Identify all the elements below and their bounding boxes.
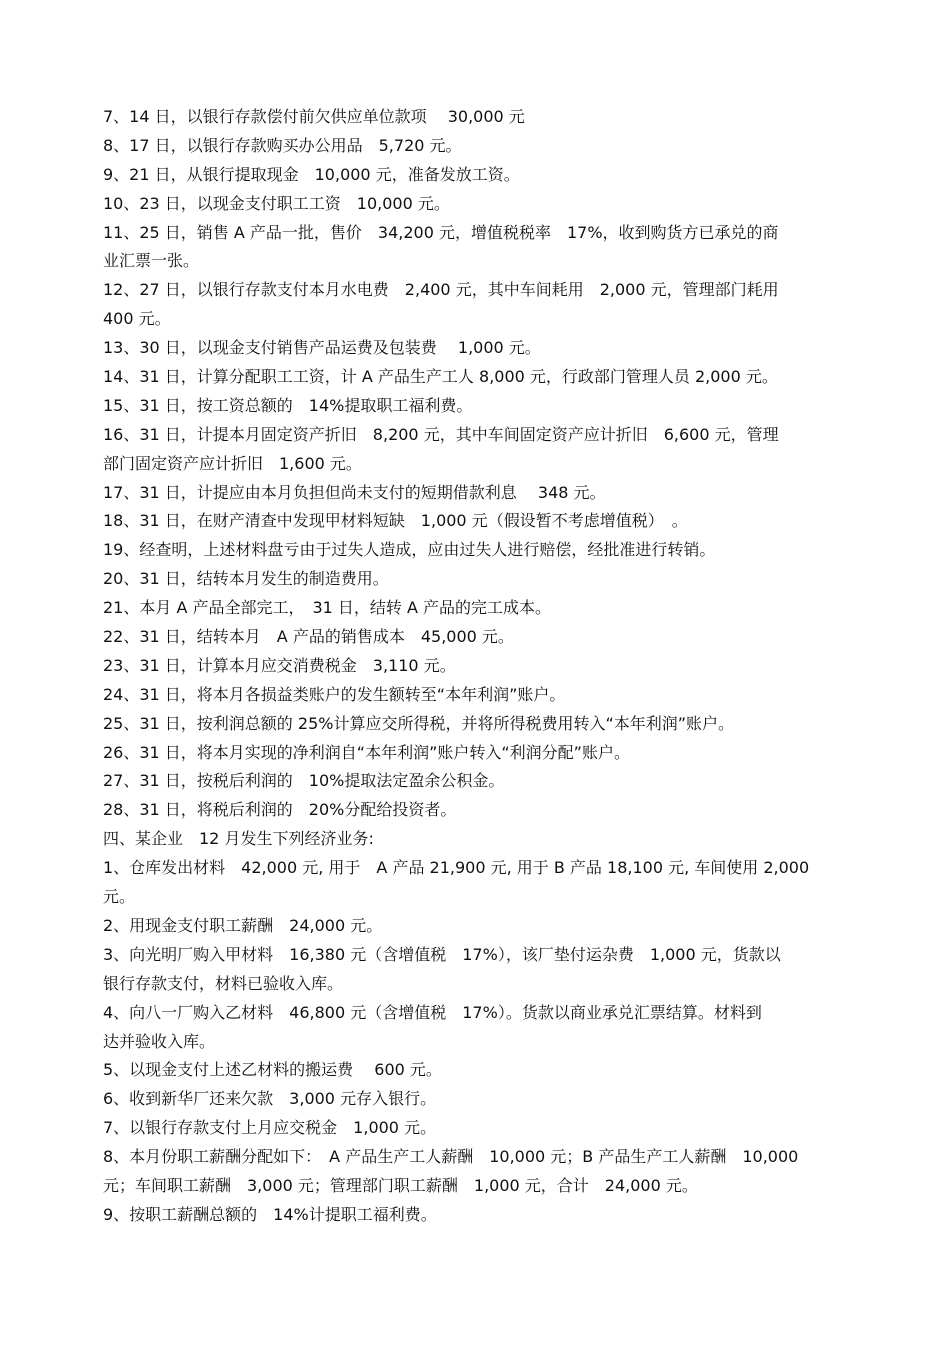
text-line: 部门固定资产应计折旧 1,600 元。: [103, 453, 362, 473]
text-line: 19、经查明，上述材料盘亏由于过失人造成，应由过失人进行赔偿，经批准进行转销。: [103, 540, 716, 560]
text-line: 1、仓库发出材料 42,000 元, 用于 A 产品 21,900 元, 用于 B 产品 18,100 元, 车间使用 2,000: [103, 858, 810, 878]
text-line: 21、本月 A 产品全部完工， 31 日，结转 A 产品的完工成本。: [103, 598, 552, 618]
text-line: 28、31 日，将税后利润的 20%分配给投资者。: [103, 800, 457, 820]
text-line: 4、向八一厂购入乙材料 46,800 元（含增值税 17%）。货款以商业承兑汇票结算。材料到: [103, 1002, 762, 1022]
text-line: 3、向光明厂购入甲材料 16,380 元（含增值税 17%），该厂垫付运杂费 1,000 元，货款以: [103, 944, 781, 964]
text-line: 6、收到新华厂还来欠款 3,000 元存入银行。: [103, 1089, 437, 1109]
text-line: 16、31 日，计提本月固定资产折旧 8,200 元，其中车间固定资产应计折旧 6,600 元，管理: [103, 424, 779, 444]
text-line: 24、31 日，将本月各损益类账户的发生额转至“本年利润”账户。: [103, 684, 566, 704]
text-line: 10、23 日，以现金支付职工工资 10,000 元。: [103, 193, 450, 213]
text-line: 11、25 日，销售 A 产品一批，售价 34,200 元，增值税税率 17%，收到购货方已承兑的商: [103, 222, 779, 242]
text-line: 14、31 日，计算分配职工工资，计 A 产品生产工人 8,000 元，行政部门管理人员 2,000 元。: [103, 367, 778, 387]
text-line: 22、31 日，结转本月 A 产品的销售成本 45,000 元。: [103, 627, 514, 647]
text-line: 15、31 日，按工资总额的 14%提取职工福利费。: [103, 395, 473, 415]
text-line: 元。: [103, 887, 136, 907]
text-line: 8、17 日，以银行存款购买办公用品 5,720 元。: [103, 135, 462, 155]
document-body: [103, 103, 851, 1230]
text-line: 18、31 日，在财产清查中发现甲材料短缺 1,000 元（假设暂不考虑增值税） 。: [103, 511, 688, 531]
text-line: 27、31 日，按税后利润的 10%提取法定盈余公积金。: [103, 771, 505, 791]
text-line: 元；车间职工薪酬 3,000 元；管理部门职工薪酬 1,000 元，合计 24,000 元。: [103, 1175, 698, 1195]
text-line: 5、以现金支付上述乙材料的搬运费 600 元。: [103, 1060, 442, 1080]
text-line: 银行存款支付，材料已验收入库。: [103, 973, 344, 993]
text-line: 9、按职工薪酬总额的 14%计提职工福利费。: [103, 1204, 437, 1224]
text-line: 7、以银行存款支付上月应交税金 1,000 元。: [103, 1118, 437, 1138]
text-line: 25、31 日，按利润总额的 25%计算应交所得税，并将所得税费用转入“本年利润”账户。: [103, 713, 735, 733]
text-line: 7、14 日，以银行存款偿付前欠供应单位款项 30,000 元: [103, 107, 525, 126]
text-line: 12、27 日，以银行存款支付本月水电费 2,400 元，其中车间耗用 2,000 元，管理部门耗用: [103, 280, 779, 300]
text-line: 13、30 日，以现金支付销售产品运费及包装费 1,000 元。: [103, 338, 541, 358]
text-line: 17、31 日，计提应由本月负担但尚未支付的短期借款利息 348 元。: [103, 482, 606, 502]
text-line: 9、21 日，从银行提取现金 10,000 元，准备发放工资。: [103, 164, 520, 184]
text-line: 26、31 日，将本月实现的净利润自“本年利润”账户转入“利润分配”账户。: [103, 742, 630, 762]
text-line: 8、本月份职工薪酬分配如下： A 产品生产工人薪酬 10,000 元；B 产品生产工人薪酬 10,000: [103, 1147, 799, 1167]
text-line: 达并验收入库。: [103, 1031, 216, 1051]
text-line: 400 元。: [103, 309, 171, 329]
text-line: 2、用现金支付职工薪酬 24,000 元。: [103, 915, 383, 935]
section-heading: 四、某企业 12 月发生下列经济业务:: [103, 829, 374, 849]
text-line: 业汇票一张。: [103, 251, 200, 271]
text-line: 23、31 日，计算本月应交消费税金 3,110 元。: [103, 655, 456, 675]
text-line: 20、31 日，结转本月发生的制造费用。: [103, 569, 389, 589]
